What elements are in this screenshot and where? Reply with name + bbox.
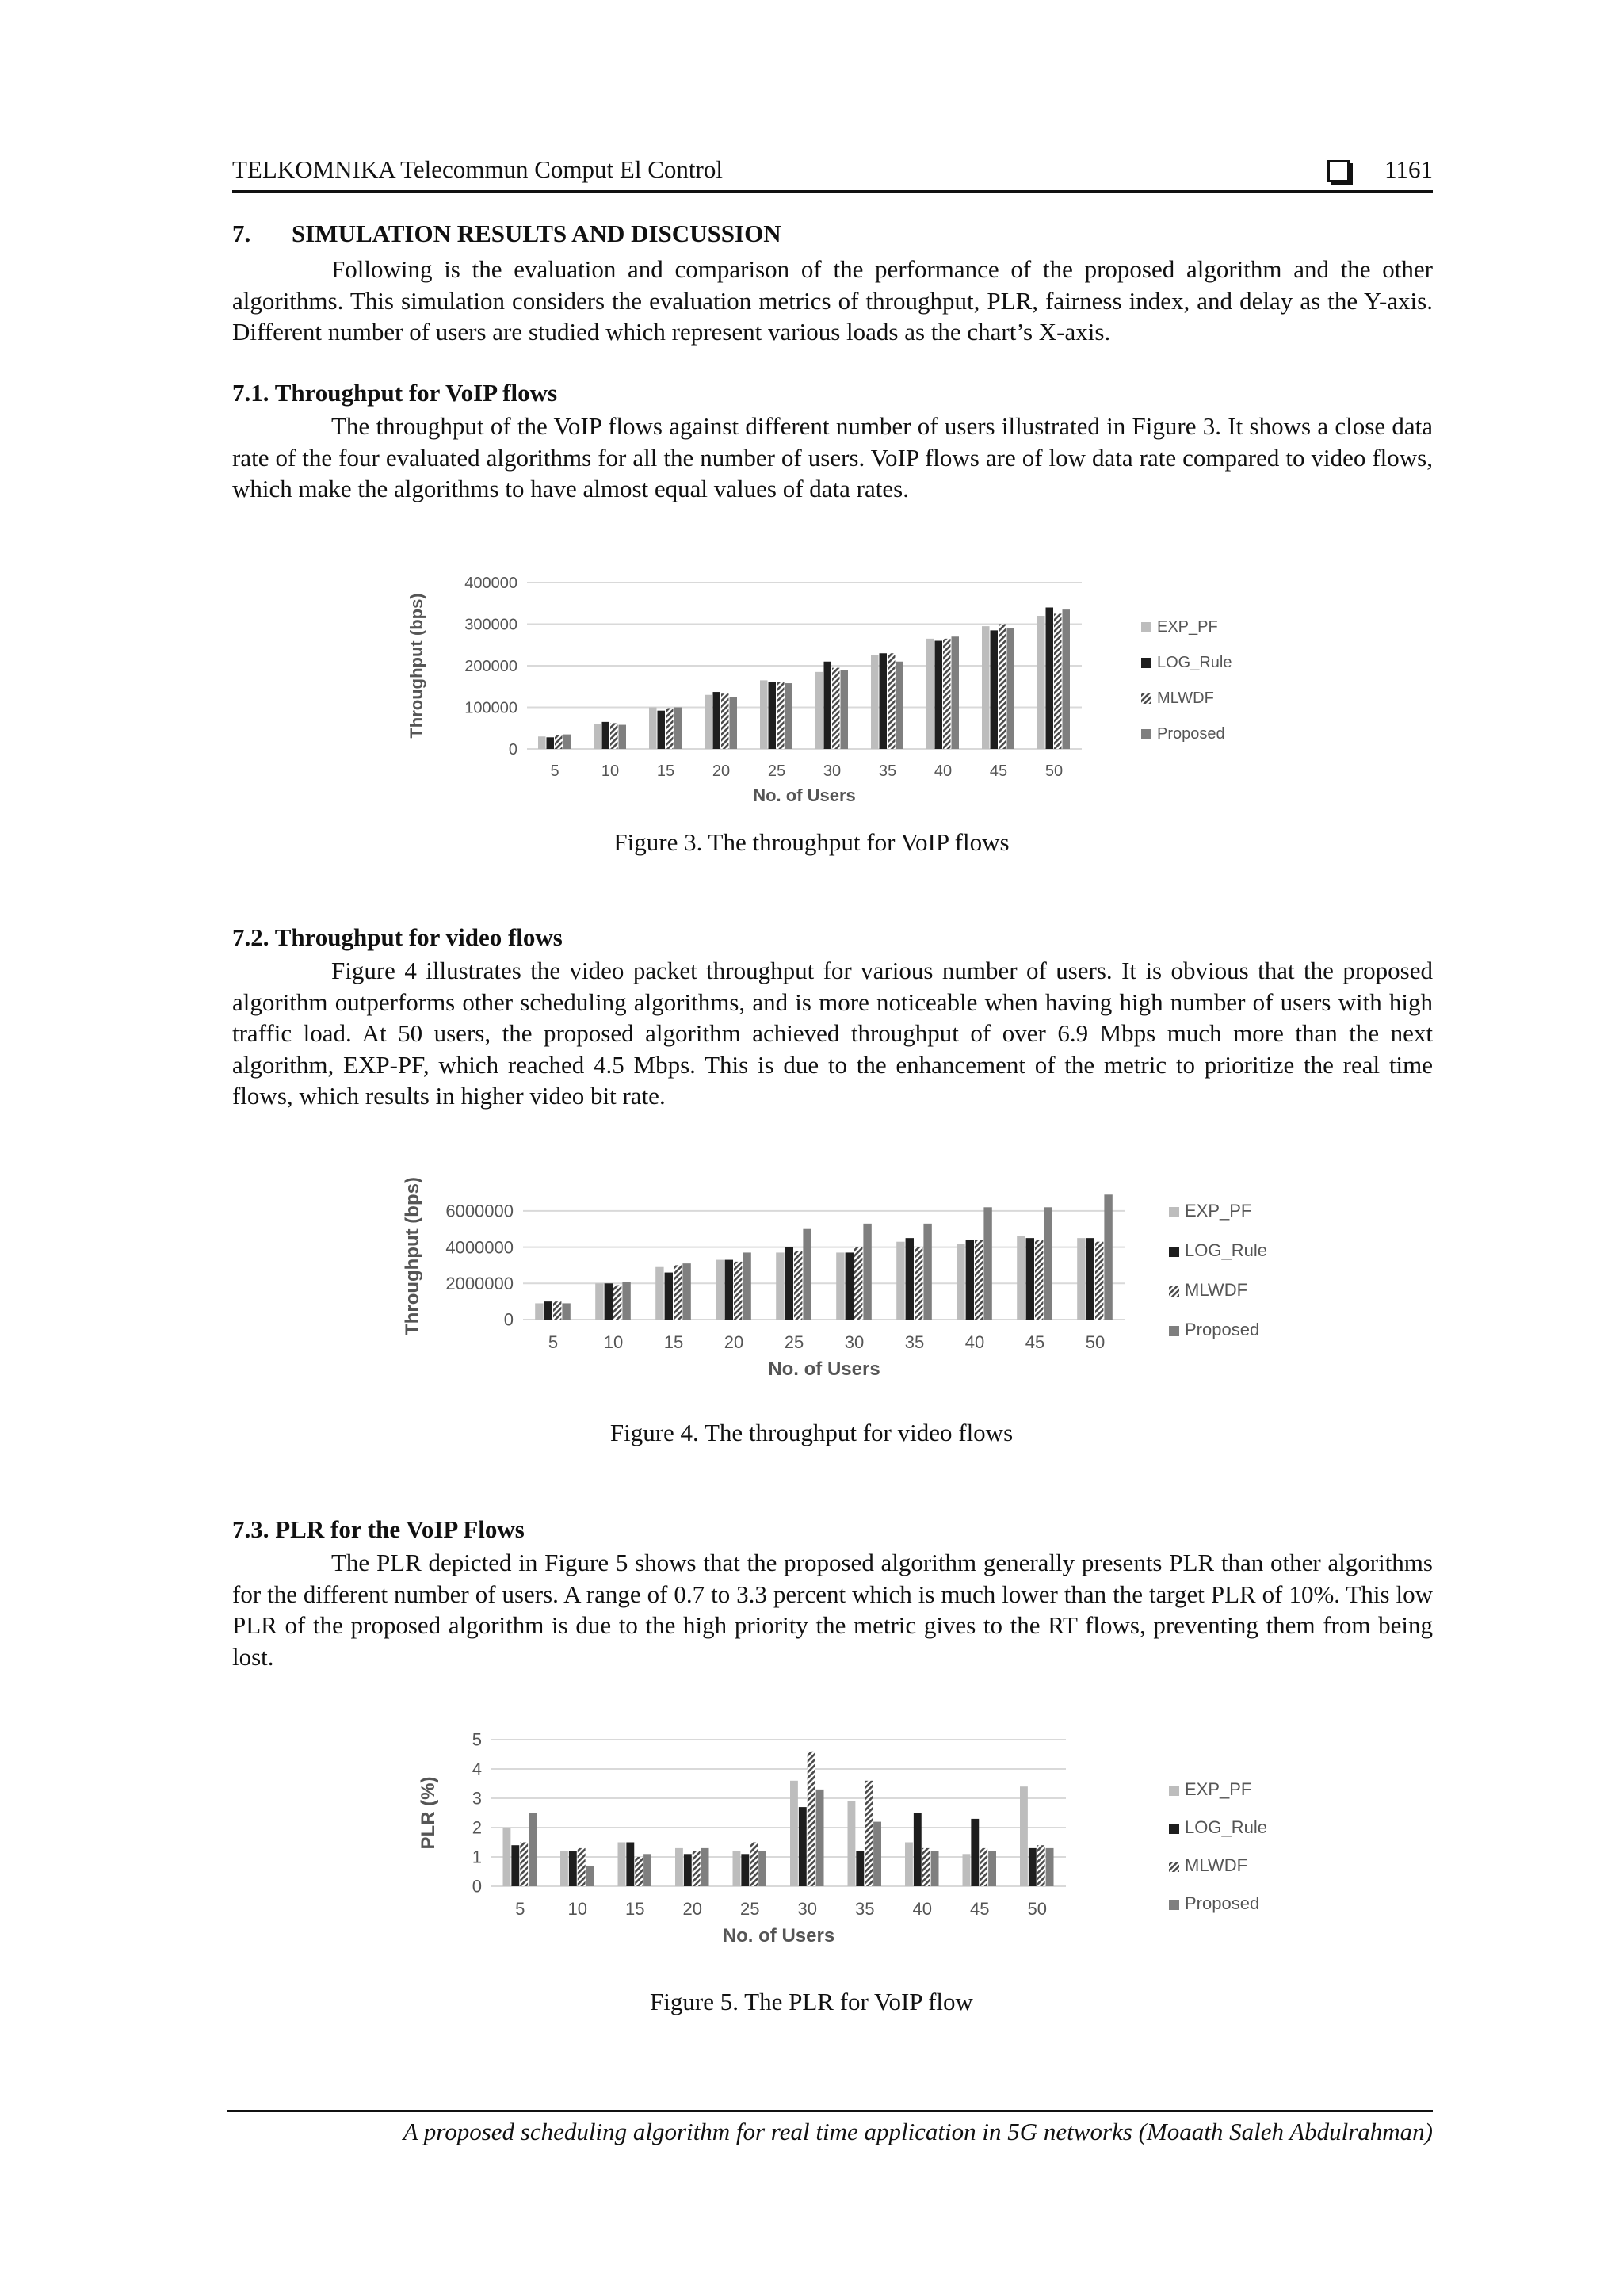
bar-mlwdf-45 [999,625,1006,750]
bar-proposed-40 [931,1851,939,1886]
video-throughput-chart [396,1169,1292,1399]
y-tick-label: 5 [472,1729,482,1750]
x-tick-label: 35 [855,1899,875,1919]
y-axis-label: PLR (%) [418,1776,439,1850]
bar-mlwdf-15 [674,1265,682,1320]
legend-label: Proposed [1185,1320,1260,1339]
square-icon [1327,160,1350,182]
bar-log_rule-15 [665,1273,673,1320]
bar-proposed-20 [701,1848,709,1886]
bar-mlwdf-5 [520,1843,528,1887]
y-tick-label: 0 [508,741,517,758]
bar-proposed-20 [730,697,738,749]
journal-title: TELKOMNIKA Telecommun Comput El Control [232,155,723,183]
bar-proposed-25 [803,1229,811,1320]
bar-exp_pf-50 [1037,616,1045,749]
bar-exp_pf-30 [815,672,823,749]
x-tick-label: 5 [550,762,559,780]
running-footer: A proposed scheduling algorithm for real time application in 5G networks (Moaath Saleh Abdulrahman) [403,2118,1433,2145]
bar-exp_pf-20 [705,695,712,749]
bar-log_rule-35 [906,1238,914,1320]
y-tick-label: 200000 [464,658,517,675]
y-tick-label: 0 [503,1309,514,1330]
bar-log_rule-30 [846,1252,854,1320]
x-axis-label: No. of Users [753,785,856,804]
x-tick-label: 25 [784,1332,804,1352]
bar-exp_pf-45 [1017,1236,1025,1320]
bar-proposed-25 [785,683,793,749]
bar-exp_pf-50 [1020,1786,1028,1886]
bar-exp_pf-45 [963,1854,971,1886]
bar-proposed-35 [896,662,904,749]
bar-mlwdf-25 [794,1251,802,1320]
subsection-text-2: Figure 4 illustrates the video packet throughput for various number of users. It is obvious that the proposed algorithm outperforms other scheduling algorithms, and is more noticeable when having high number of users with high traffic load. At 50 users, the proposed algorithm achieved throughput of over 6.9 Mbps much more than the next algorithm, EXP-PF, which reached 4.5 Mbps. This is due to the enhancement of the metric to prioritize the real time flows, which results in higher video bit rate. [232,957,1433,1110]
y-tick-label: 3 [472,1788,482,1809]
voip-plr-chart [412,1724,1268,1969]
bar-exp_pf-5 [538,736,546,749]
legend-label: EXP_PF [1185,1779,1252,1799]
bar-log_rule-50 [1029,1848,1037,1886]
bar-log_rule-10 [602,722,610,749]
bar-proposed-50 [1046,1848,1054,1886]
x-tick-label: 10 [601,762,620,780]
bar-mlwdf-5 [553,1301,561,1320]
bar-mlwdf-30 [832,668,840,749]
bar-exp_pf-20 [675,1848,683,1886]
x-tick-label: 40 [964,1332,985,1352]
legend-swatch [1169,1786,1179,1796]
x-tick-label: 20 [724,1332,744,1352]
x-axis-label: No. of Users [722,1925,835,1946]
x-tick-label: 30 [823,762,842,780]
legend-label: LOG_Rule [1185,1240,1267,1260]
bar-proposed-50 [1104,1194,1112,1320]
x-tick-label: 25 [740,1899,760,1919]
subsection-heading-1: 7.1. Throughput for VoIP flows [232,379,558,407]
bar-mlwdf-40 [922,1848,930,1886]
bar-proposed-50 [1063,609,1071,749]
bar-mlwdf-50 [1054,613,1062,749]
bar-proposed-30 [841,670,849,749]
bar-exp_pf-5 [503,1828,511,1886]
bar-proposed-10 [622,1282,630,1320]
bar-exp_pf-15 [649,708,657,750]
bar-exp_pf-50 [1077,1238,1085,1320]
bar-log_rule-40 [966,1240,974,1320]
subsection-heading-3: 7.3. PLR for the VoIP Flows [232,1515,525,1543]
bar-proposed-10 [619,725,627,749]
bar-exp_pf-10 [594,724,601,750]
x-tick-label: 35 [878,762,897,780]
x-tick-label: 30 [797,1899,817,1919]
bar-mlwdf-10 [610,723,618,749]
bar-mlwdf-50 [1037,1845,1045,1886]
x-tick-label: 10 [603,1332,624,1352]
x-tick-label: 50 [1027,1899,1047,1919]
bar-log_rule-10 [569,1851,577,1886]
section-number: 7. [232,220,251,247]
bar-mlwdf-15 [635,1857,643,1886]
legend-label: EXP_PF [1157,618,1218,636]
y-tick-label: 1 [472,1847,482,1867]
y-tick-label: 6000000 [445,1201,514,1221]
x-tick-label: 45 [970,1899,990,1919]
legend-label: Proposed [1157,725,1225,743]
legend-swatch [1169,1900,1179,1910]
y-tick-label: 2000000 [445,1273,514,1293]
bar-log_rule-15 [626,1843,634,1887]
footer-rule [227,2110,1433,2112]
bar-log_rule-30 [824,662,832,749]
voip-throughput-chart [400,567,1272,804]
y-axis-label: Throughput (bps) [407,593,426,739]
y-tick-label: 2 [472,1817,482,1838]
bar-proposed-5 [563,735,571,749]
figure-3-caption: Figure 3. The throughput for VoIP flows [613,828,1010,856]
legend-label: MLWDF [1185,1855,1248,1875]
y-tick-label: 4000000 [445,1237,514,1258]
bar-log_rule-50 [1046,608,1054,750]
y-tick-label: 400000 [464,575,517,592]
bar-proposed-40 [983,1207,991,1320]
x-tick-label: 15 [656,762,675,780]
bar-exp_pf-35 [896,1242,904,1320]
bar-mlwdf-20 [734,1262,742,1320]
bar-log_rule-20 [713,692,721,749]
bar-exp_pf-25 [776,1252,784,1320]
legend-label: LOG_Rule [1157,654,1232,671]
x-tick-label: 50 [1044,762,1064,780]
bar-log_rule-40 [935,641,943,750]
x-tick-label: 40 [934,762,953,780]
subsection-text-3: The PLR depicted in Figure 5 shows that the proposed algorithm generally presents PLR than other algorithms for the different number of users. A range of 0.7 to 3.3 percent which is much lower than the target PLR of 10%. This low PLR of the proposed algorithm is due to the high priority the metric gives to the RT flows, preventing them from being lost. [232,1549,1433,1671]
bar-exp_pf-30 [836,1252,844,1320]
bar-exp_pf-30 [790,1781,798,1886]
bar-proposed-45 [1007,628,1015,749]
bar-mlwdf-5 [555,735,563,749]
bar-mlwdf-30 [808,1752,815,1886]
x-tick-label: 50 [1085,1332,1106,1352]
bar-log_rule-45 [971,1819,979,1886]
bar-log_rule-25 [785,1247,793,1320]
bar-mlwdf-50 [1095,1242,1103,1320]
legend-label: MLWDF [1185,1280,1248,1300]
x-tick-label: 10 [567,1899,587,1919]
y-tick-label: 4 [472,1759,482,1779]
bar-exp_pf-45 [982,626,990,749]
section-intro: Following is the evaluation and comparison of the performance of the proposed algorithm and the other algorithms. This simulation considers the evaluation metrics of throughput, PLR, fairness index, and delay as the Y-axis. Different number of users are studied which represent various loads as the chart’s X-axis. [232,255,1433,346]
bar-exp_pf-10 [595,1283,603,1320]
y-tick-label: 100000 [464,699,517,717]
bar-exp_pf-35 [871,655,879,749]
section-heading [232,220,781,248]
bar-mlwdf-40 [943,639,951,749]
legend-label: Proposed [1185,1893,1260,1913]
bar-log_rule-20 [725,1260,733,1320]
legend-swatch [1169,1824,1179,1834]
x-tick-label: 20 [712,762,731,780]
bar-log_rule-5 [547,737,555,749]
legend-swatch [1169,1207,1179,1217]
legend-swatch [1141,693,1151,704]
x-tick-label: 30 [844,1332,865,1352]
x-tick-label: 35 [904,1332,925,1352]
bar-log_rule-45 [1026,1238,1034,1320]
bar-log_rule-25 [769,682,777,749]
legend-swatch [1141,729,1151,739]
bar-exp_pf-40 [905,1843,913,1887]
x-tick-label: 20 [682,1899,702,1919]
legend-swatch [1169,1247,1179,1257]
bar-mlwdf-45 [980,1848,987,1886]
bar-log_rule-35 [856,1851,864,1886]
bar-exp_pf-25 [760,680,768,749]
bar-exp_pf-15 [655,1267,663,1320]
x-tick-label: 25 [767,762,786,780]
page-number: 1161 [1384,155,1433,183]
bar-log_rule-50 [1086,1238,1094,1320]
bar-log_rule-40 [914,1813,922,1887]
bar-mlwdf-30 [854,1247,862,1320]
legend-swatch [1169,1862,1179,1872]
figure-5-caption: Figure 5. The PLR for VoIP flow [650,1988,973,2015]
legend-swatch [1169,1286,1179,1297]
bar-exp_pf-35 [848,1801,856,1886]
bar-mlwdf-25 [777,682,785,749]
bar-proposed-15 [682,1263,690,1320]
bar-log_rule-5 [511,1845,519,1886]
figure-4-caption: Figure 4. The throughput for video flows [609,1419,1014,1446]
bar-proposed-20 [743,1252,750,1320]
bar-mlwdf-45 [1035,1240,1043,1320]
bar-mlwdf-20 [721,693,729,749]
bar-proposed-45 [1044,1207,1052,1320]
bar-log_rule-15 [658,711,666,749]
bar-log_rule-35 [880,653,888,749]
bar-exp_pf-10 [560,1851,568,1886]
bar-proposed-35 [873,1822,881,1886]
legend-swatch [1141,622,1151,632]
bar-mlwdf-15 [666,709,674,749]
bar-exp_pf-40 [926,639,934,749]
bar-proposed-10 [586,1866,594,1886]
bar-exp_pf-25 [733,1851,741,1886]
bar-log_rule-5 [544,1301,552,1320]
bar-proposed-30 [816,1790,824,1886]
bar-exp_pf-5 [535,1303,543,1320]
x-tick-label: 15 [663,1332,684,1352]
bar-proposed-45 [988,1851,996,1886]
bar-mlwdf-35 [865,1781,873,1886]
x-tick-label: 15 [625,1899,645,1919]
bar-mlwdf-10 [578,1848,586,1886]
x-tick-label: 5 [548,1332,559,1352]
running-header [232,155,1433,193]
x-tick-label: 40 [912,1899,932,1919]
bar-proposed-35 [923,1224,931,1320]
bar-exp_pf-20 [716,1260,724,1320]
bar-proposed-30 [863,1224,871,1320]
x-tick-label: 5 [515,1899,525,1919]
legend-swatch [1169,1326,1179,1336]
y-tick-label: 0 [472,1876,482,1897]
bar-proposed-5 [562,1303,570,1320]
x-tick-label: 45 [989,762,1008,780]
legend-swatch [1141,658,1151,668]
bar-mlwdf-35 [888,653,896,749]
bar-exp_pf-40 [957,1244,964,1320]
section-title: SIMULATION RESULTS AND DISCUSSION [292,220,781,247]
bar-proposed-25 [758,1851,766,1886]
bar-log_rule-20 [684,1854,692,1886]
bar-mlwdf-40 [975,1240,983,1320]
legend-label: LOG_Rule [1185,1817,1267,1837]
x-tick-label: 45 [1025,1332,1045,1352]
legend-label: EXP_PF [1185,1201,1252,1221]
subsection-text-1: The throughput of the VoIP flows against different number of users illustrated in Figure 3. It shows a close data rate of the four evaluated algorithms for all the number of users. VoIP flows are of low data rate compared to video flows, which make the algorithms to have almost equal values of data rates. [232,412,1433,502]
x-axis-label: No. of Users [768,1358,880,1380]
bar-exp_pf-15 [618,1843,626,1887]
bar-mlwdf-35 [915,1247,922,1320]
y-tick-label: 300000 [464,616,517,634]
bar-log_rule-25 [741,1854,749,1886]
bar-proposed-40 [952,636,960,749]
bar-log_rule-10 [605,1283,613,1320]
bar-mlwdf-25 [750,1843,758,1887]
legend-label: MLWDF [1157,690,1214,707]
bar-mlwdf-20 [693,1851,701,1886]
bar-proposed-15 [643,1854,651,1886]
y-axis-label: Throughput (bps) [402,1177,423,1335]
bar-proposed-15 [674,708,682,750]
subsection-heading-2: 7.2. Throughput for video flows [232,923,563,951]
bar-log_rule-45 [991,630,999,749]
bar-mlwdf-10 [613,1286,621,1320]
bar-proposed-5 [529,1813,537,1887]
bar-log_rule-30 [799,1807,807,1886]
